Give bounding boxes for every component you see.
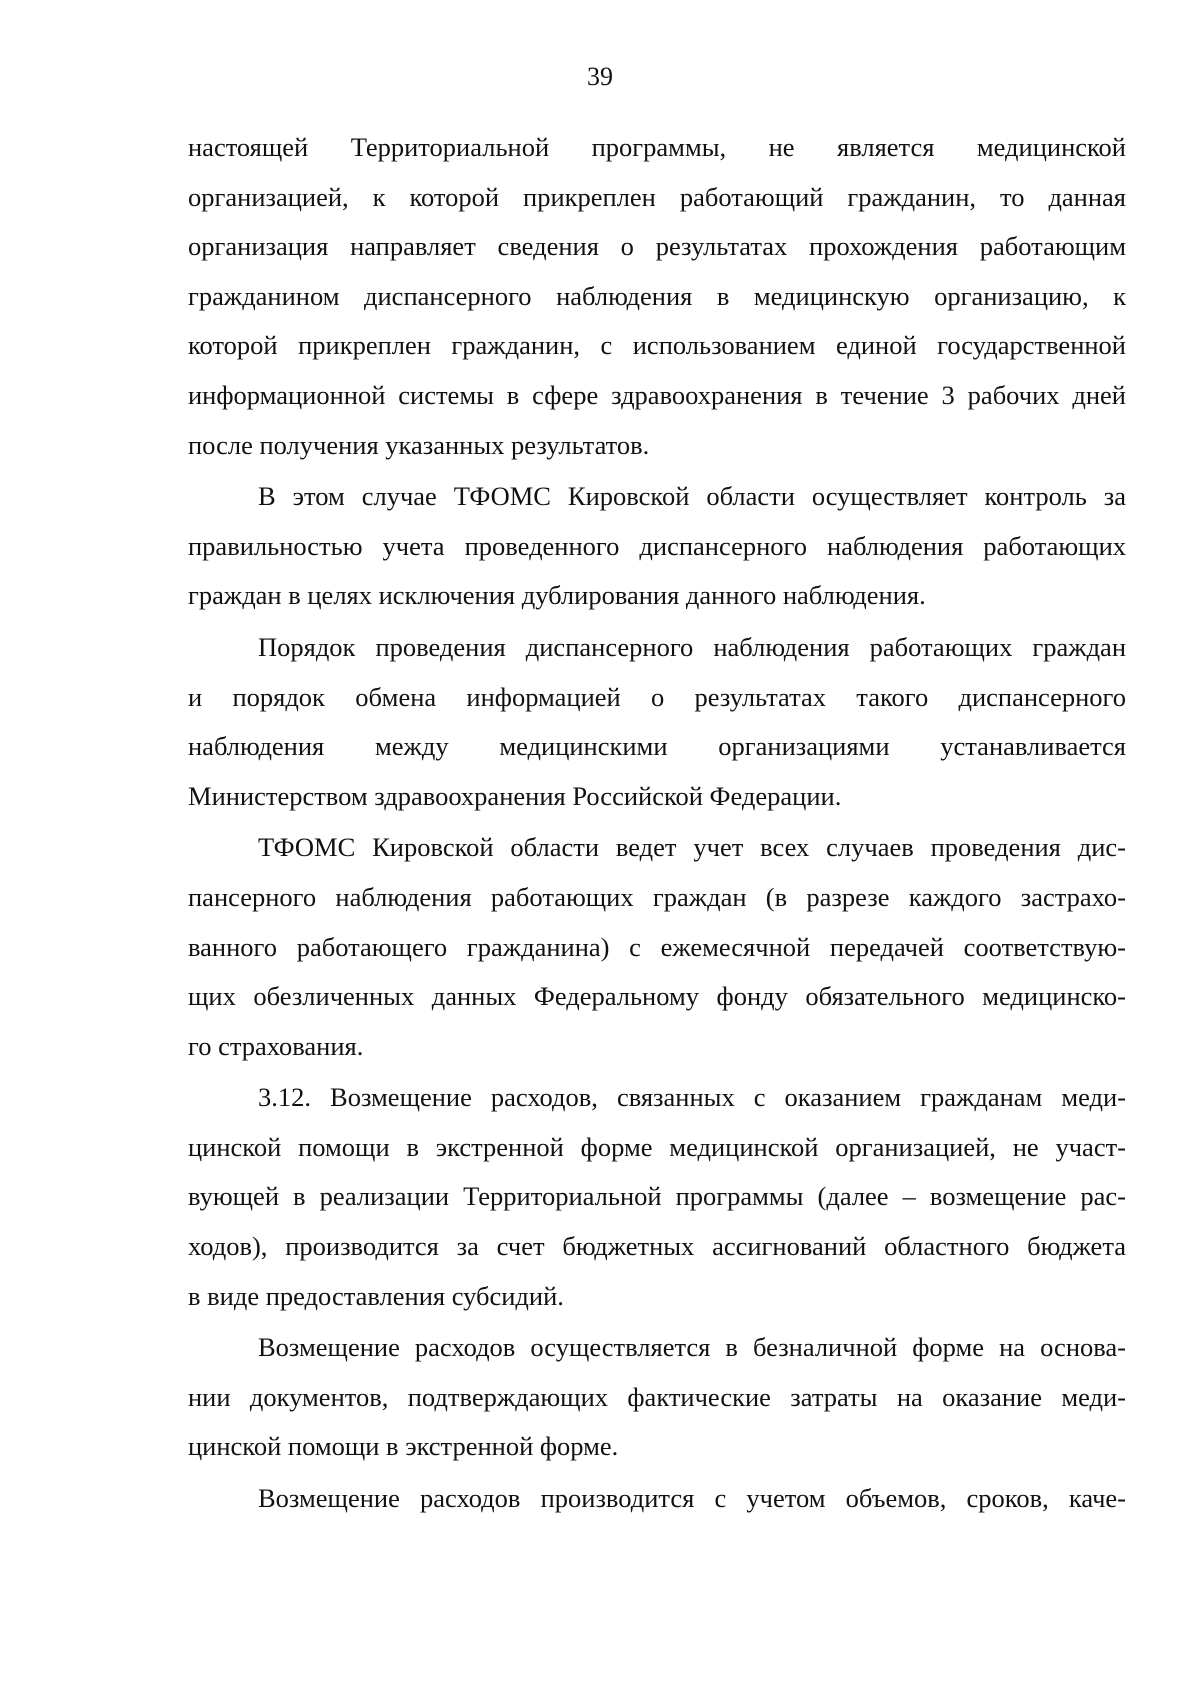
text-line: в виде предоставления субсидий. [188,1280,564,1311]
text-line: го страхования. [188,1030,364,1061]
text-line: Возмещение расходов производится с учетом объемов, сроков, каче- [258,1483,1126,1514]
text-line: граждан в целях исключения дублирования данного наблюдения. [188,580,926,611]
paragraph-2 [188,472,1126,621]
page-number: 39 [587,62,613,91]
paragraph-4 [188,823,1126,1071]
text-line: организация направляет сведения о результатах прохождения работающим [188,231,1126,262]
paragraph-5 [188,1073,1126,1321]
text-line: цинской помощи в экстренной форме медицинской организацией, не участ- [188,1131,1126,1162]
text-line: после получения указанных результатов. [188,429,650,460]
text-line: и порядок обмена информацией о результатах такого диспансерного [188,681,1126,712]
text-line: ходов), производится за счет бюджетных ассигнований областного бюджета [188,1231,1126,1262]
text-line: ТФОМС Кировской области ведет учет всех случаев проведения дис- [258,832,1126,863]
text-line: ванного работающего гражданина) с ежемесячной передачей соответствую- [188,931,1126,962]
text-line: нии документов, подтверждающих фактические затраты на оказание меди- [188,1381,1126,1412]
text-line: В этом случае ТФОМС Кировской области осуществляет контроль за [258,481,1126,512]
text-line: наблюдения между медицинскими организациями устанавливается [188,731,1126,762]
text-line: цинской помощи в экстренной форме. [188,1431,619,1462]
paragraph-3 [188,623,1126,821]
text-line: Возмещение расходов осуществляется в безналичной форме на основа- [258,1332,1126,1363]
text-line: правильностью учета проведенного диспансерного наблюдения работающих [188,530,1126,561]
text-line: 3.12. Возмещение расходов, связанных с оказанием гражданам меди- [258,1082,1126,1113]
paragraph-7 [188,1474,1126,1524]
text-line: щих обезличенных данных Федеральному фонду обязательного медицинско- [188,981,1126,1012]
paragraph-1 [188,123,1126,470]
text-line: пансерного наблюдения работающих граждан (в разрезе каждого застрахо- [188,881,1126,912]
text-line: вующей в реализации Территориальной программы (далее – возмещение рас- [188,1181,1126,1212]
text-line: информационной системы в сфере здравоохранения в течение 3 рабочих дней [188,379,1126,410]
document-body [188,123,1126,1524]
text-line: которой прикреплен гражданин, с использованием единой государственной [188,330,1126,361]
text-line: организацией, к которой прикреплен работающий гражданин, то данная [188,181,1126,212]
text-line: настоящей Территориальной программы, не является медицинской [188,132,1126,162]
text-line: гражданином диспансерного наблюдения в медицинскую организацию, к [188,280,1126,311]
text-line: Порядок проведения диспансерного наблюдения работающих граждан [258,631,1126,662]
paragraph-6 [188,1323,1126,1472]
text-line: Министерством здравоохранения Российской Федерации. [188,780,842,811]
